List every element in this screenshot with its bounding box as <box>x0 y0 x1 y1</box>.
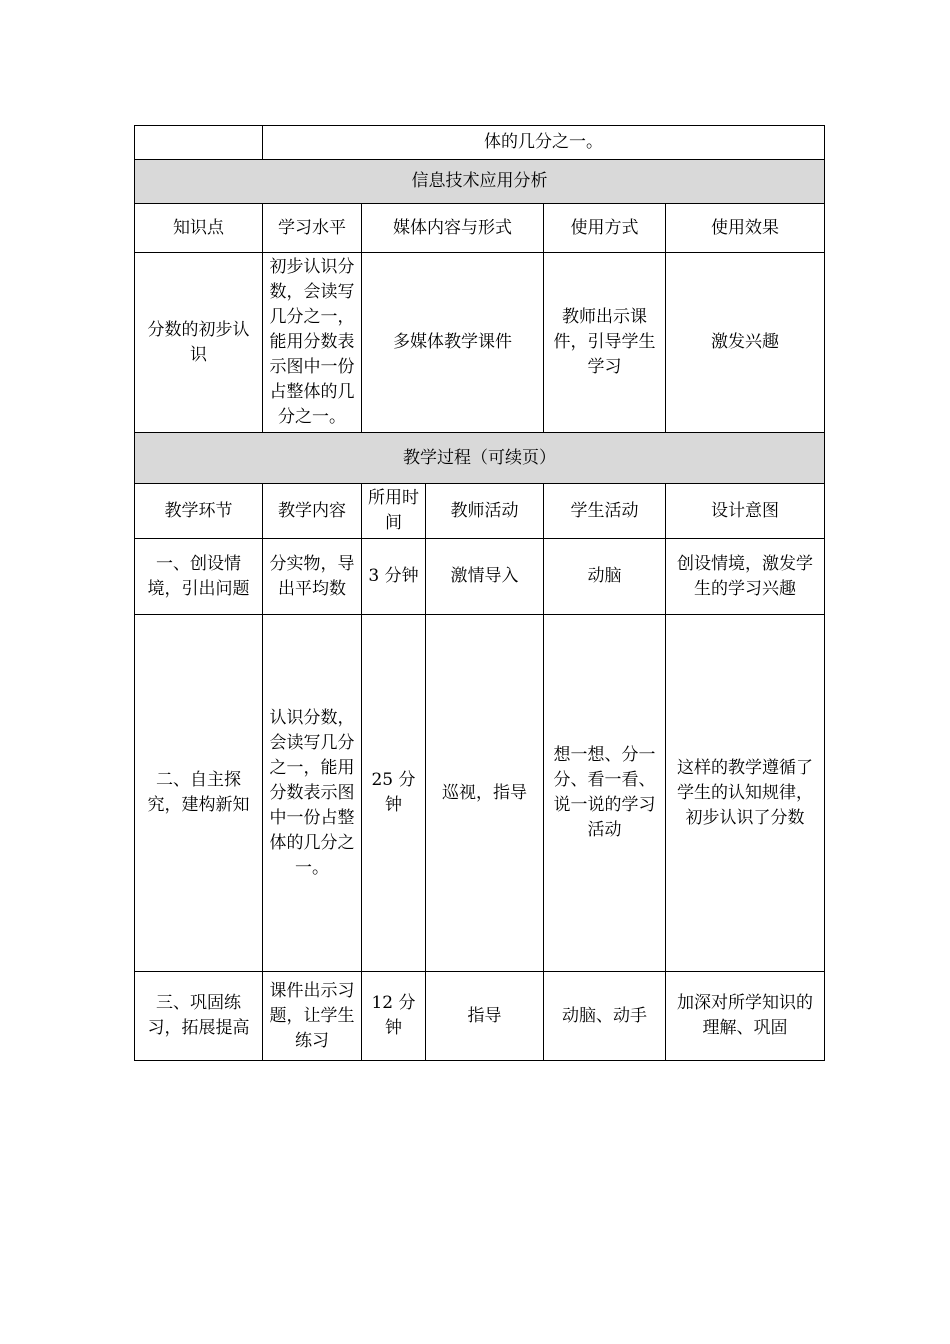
header-learning-level: 学习水平 <box>263 204 362 253</box>
content-cell: 课件出示习题，让学生练习 <box>263 972 362 1061</box>
knowledge-point-cell: 分数的初步认识 <box>135 253 263 433</box>
it-analysis-section-row <box>135 160 825 204</box>
header-knowledge-point: 知识点 <box>135 204 263 253</box>
continuation-row <box>135 126 825 160</box>
time-cell: 25 分钟 <box>362 615 426 972</box>
process-row <box>135 539 825 615</box>
time-cell: 12 分钟 <box>362 972 426 1061</box>
it-analysis-title: 信息技术应用分析 <box>135 160 825 204</box>
lesson-plan-table <box>134 125 825 1061</box>
teacher-cell: 指导 <box>426 972 544 1061</box>
intent-cell: 这样的教学遵循了学生的认知规律，初步认识了分数 <box>666 615 825 972</box>
content-cell: 分实物，导出平均数 <box>263 539 362 615</box>
header-usage: 使用方式 <box>544 204 666 253</box>
process-header-row <box>135 484 825 539</box>
student-cell: 想一想、分一分、看一看、说一说的学习活动 <box>544 615 666 972</box>
stage-cell: 三、巩固练习，拓展提高 <box>135 972 263 1061</box>
teacher-cell: 激情导入 <box>426 539 544 615</box>
header-teacher: 教师活动 <box>426 484 544 539</box>
effect-cell: 激发兴趣 <box>666 253 825 433</box>
it-analysis-data-row <box>135 253 825 433</box>
student-cell: 动脑 <box>544 539 666 615</box>
continuation-text: 体的几分之一。 <box>263 126 825 160</box>
usage-cell: 教师出示课件，引导学生学习 <box>544 253 666 433</box>
time-cell: 3 分钟 <box>362 539 426 615</box>
media-cell: 多媒体教学课件 <box>362 253 544 433</box>
teacher-cell: 巡视，指导 <box>426 615 544 972</box>
stage-cell: 二、自主探究，建构新知 <box>135 615 263 972</box>
content-cell: 认识分数，会读写几分之一，能用分数表示图中一份占整体的几分之一。 <box>263 615 362 972</box>
header-effect: 使用效果 <box>666 204 825 253</box>
header-student: 学生活动 <box>544 484 666 539</box>
process-title: 教学过程（可续页） <box>135 433 825 484</box>
header-intent: 设计意图 <box>666 484 825 539</box>
intent-cell: 加深对所学知识的理解、巩固 <box>666 972 825 1061</box>
process-row <box>135 615 825 972</box>
header-media: 媒体内容与形式 <box>362 204 544 253</box>
process-section-row <box>135 433 825 484</box>
it-analysis-header-row <box>135 204 825 253</box>
header-stage: 教学环节 <box>135 484 263 539</box>
continuation-empty-cell <box>135 126 263 160</box>
header-time: 所用时间 <box>362 484 426 539</box>
header-content: 教学内容 <box>263 484 362 539</box>
learning-level-cell: 初步认识分数，会读写几分之一，能用分数表示图中一份占整体的几分之一。 <box>263 253 362 433</box>
intent-cell: 创设情境，激发学生的学习兴趣 <box>666 539 825 615</box>
process-row <box>135 972 825 1061</box>
stage-cell: 一、创设情境，引出问题 <box>135 539 263 615</box>
student-cell: 动脑、动手 <box>544 972 666 1061</box>
